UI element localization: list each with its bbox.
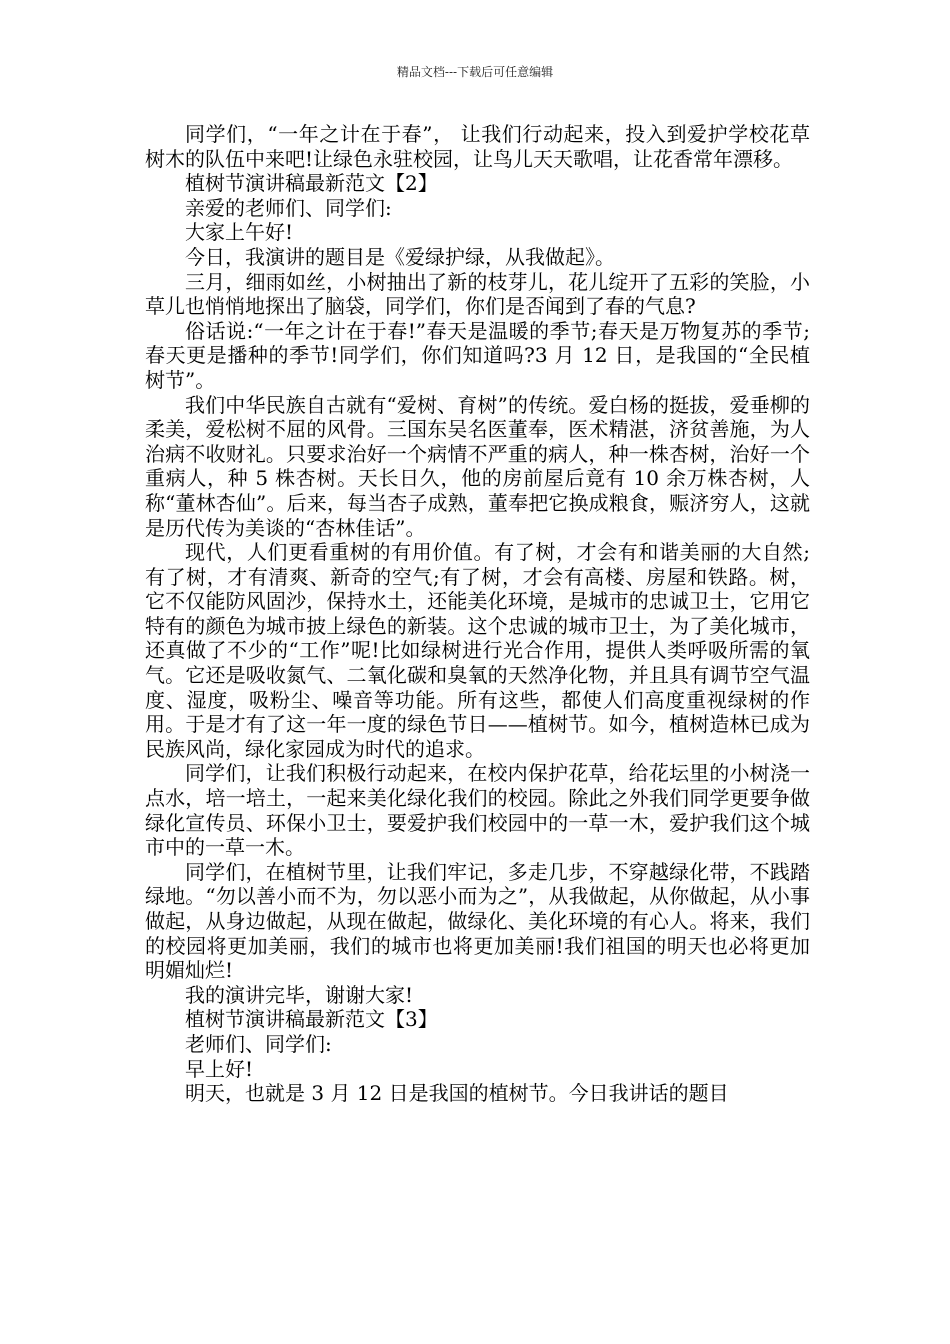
document-body (145, 122, 810, 1106)
paragraph: 明天，也就是 3 月 12 日是我国的植树节。今日我讲话的题目 (185, 1081, 729, 1106)
greeting: 早上好! (185, 1056, 254, 1081)
salutation: 老师们、同学们: (185, 1031, 332, 1056)
page-header: 精品文档---下载后可任意编辑 (396, 65, 554, 79)
paragraph: 同学们，在植树节里，让我们牢记，多走几步，不穿越绿化带，不践踏绿地。“勿以善小而不为，勿以恶小而为之”，从我做起，从你做起，从小事做起，从身边做起，从现在做起，做绿化、美化环境的有心人。将来，我们的校园将更加美丽，我们的城市也将更加美丽!我们祖国的明天也必将更加明媚灿烂! (145, 859, 810, 983)
paragraph: 三月，细雨如丝，小树抽出了新的枝芽儿，花儿绽开了五彩的笑脸，小草儿也悄悄地探出了脑袋，同学们，你们是否闻到了春的气息? (145, 269, 810, 319)
section-heading: 植树节演讲稿最新范文【2】 (185, 171, 438, 196)
closing-line: 我的演讲完毕，谢谢大家! (185, 982, 414, 1007)
paragraph: 我们中华民族自古就有“爱树、育树”的传统。爱白杨的挺拔，爱垂柳的柔美，爱松树不屈的风骨。三国东吴名医董奉，医术精湛，济贫善施，为人治病不收财礼。只要求治好一个病情不严重的病人，种一株杏树，治好一个重病人，种 5 株杏树。天长日久，他的房前屋后竟有 10 余万株杏树，人称“董林杏仙”。后来，每当杏子成熟，董奉把它换成粮食，赈济穷人，这就是历代传为美谈的“杏林佳话”。 (145, 392, 810, 540)
paragraph: 今日，我演讲的题目是《爱绿护绿，从我做起》。 (185, 244, 615, 269)
paragraph: 同学们，让我们积极行动起来，在校内保护花草，给花坛里的小树浇一点水，培一培土，一起来美化绿化我们的校园。除此之外我们同学更要争做绿化宣传员、环保小卫士，要爱护我们校园中的一草一木，爱护我们这个城市中的一草一木。 (145, 761, 810, 860)
paragraph: 同学们，“一年之计在于春”， 让我们行动起来，投入到爱护学校花草树木的队伍中来吧!让绿色永驻校园，让鸟儿天天歌唱，让花香常年漂移。 (145, 122, 810, 171)
paragraph: 俗话说:“一年之计在于春!”春天是温暖的季节;春天是万物复苏的季节;春天更是播种的季节!同学们，你们知道吗?3 月 12 日，是我国的“全民植树节”。 (145, 318, 810, 392)
section-heading: 植树节演讲稿最新范文【3】 (185, 1007, 438, 1032)
paragraph: 现代，人们更看重树的有用价值。有了树，才会有和谐美丽的大自然;有了树，才有清爽、新奇的空气;有了树，才会有高楼、房屋和铁路。树，它不仅能防风固沙，保持水土，还能美化环境，是城市的忠诚卫士，它用它特有的颜色为城市披上绿色的新装。这个忠诚的城市卫士，为了美化城市，还真做了不少的“工作”呢!比如绿树进行光合作用，提供人类呼吸所需的氧气。它还是吸收氮气、二氧化碳和臭氧的天然净化物，并且具有调节空气温度、湿度，吸粉尘、噪音等功能。所有这些，都使人们高度重视绿树的作用。于是才有了这一年一度的绿色节日——植树节。如今，植树造林已成为民族风尚，绿化家园成为时代的追求。 (145, 540, 810, 761)
salutation: 亲爱的老师们、同学们: (185, 195, 392, 220)
greeting: 大家上午好! (185, 220, 294, 245)
